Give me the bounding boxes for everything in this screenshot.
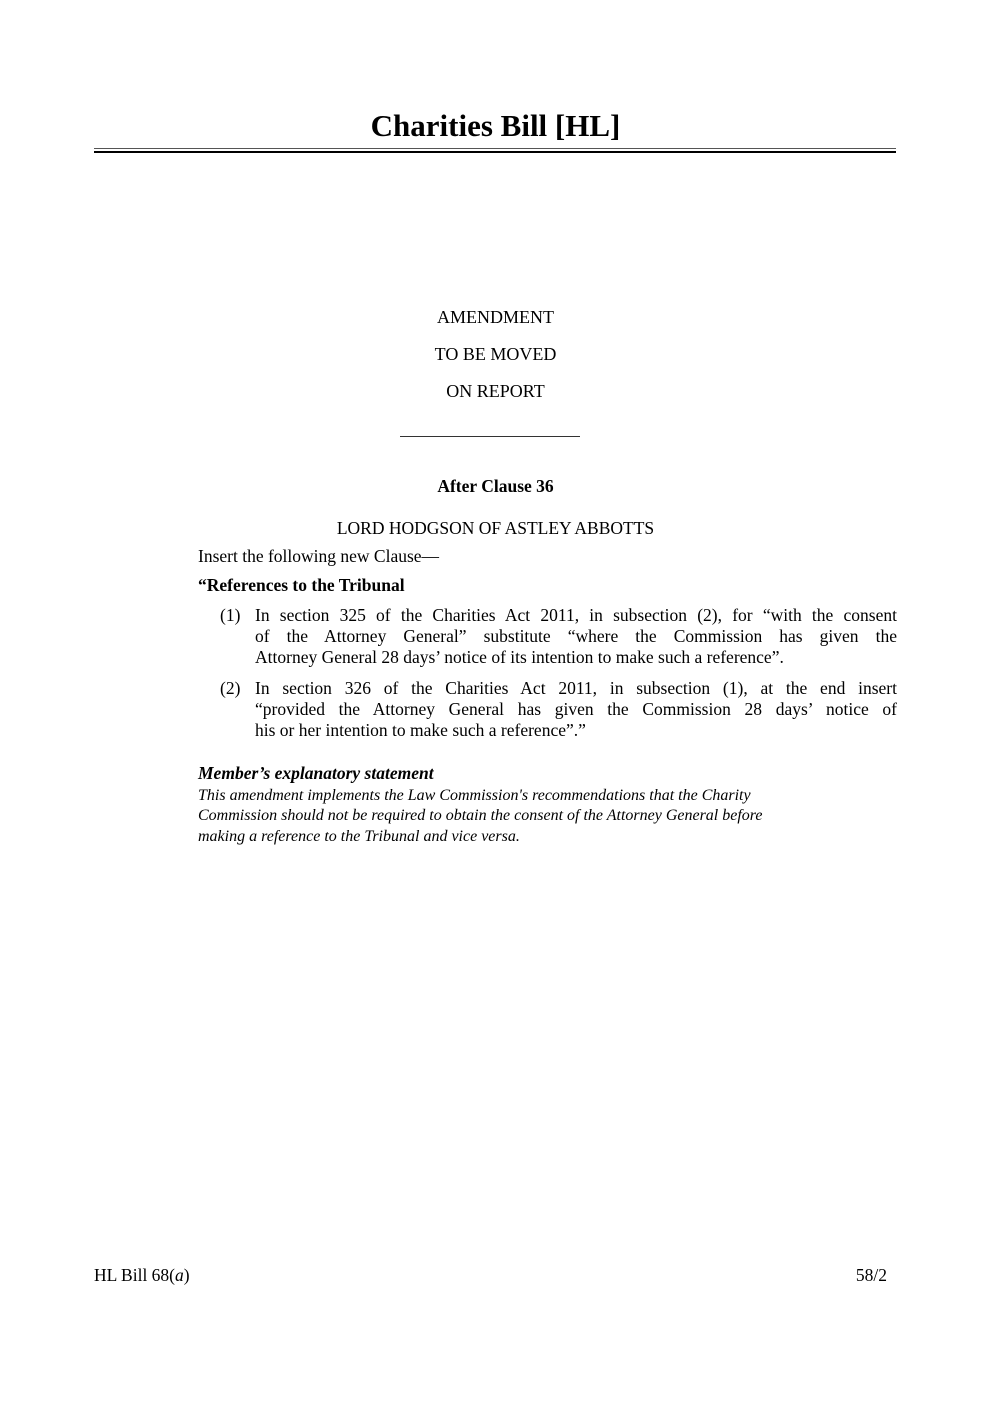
document-title: Charities Bill [HL]	[370, 108, 621, 143]
clause-heading: After Clause 36	[437, 476, 554, 496]
bill-number	[94, 1265, 190, 1286]
mover-name: LORD HODGSON OF ASTLEY ABBOTTS	[336, 518, 655, 538]
subsection-number: (1)	[220, 605, 241, 625]
title-rule-thin	[94, 148, 896, 149]
bill-number-suffix: a	[175, 1265, 184, 1285]
bill-number-prefix: HL Bill 68(	[94, 1265, 176, 1285]
statement-line: making a reference to the Tribunal and vice versa.	[198, 828, 520, 845]
title-rule-thick	[94, 151, 896, 153]
subsection-line: “provided the Attorney General has given the Commission 28 days’ notice of	[255, 699, 897, 719]
amendment-intro: Insert the following new Clause—	[198, 546, 440, 566]
separator-rule	[400, 436, 580, 437]
heading-line-on-report: ON REPORT	[446, 381, 545, 401]
page-reference: 58/2	[855, 1265, 887, 1285]
subsection-line: of the Attorney General” substitute “where the Commission has given the	[255, 626, 897, 646]
subsection-line: In section 325 of the Charities Act 2011, in subsection (2), for “with the consent	[255, 605, 897, 625]
subsection-line: his or her intention to make such a reference”.”	[255, 720, 586, 740]
heading-line-amendment: AMENDMENT	[437, 307, 554, 327]
subsection-line: Attorney General 28 days’ notice of its intention to make such a reference”.	[255, 647, 784, 667]
new-clause-title: “References to the Tribunal	[198, 575, 405, 595]
statement-heading: Member’s explanatory statement	[198, 763, 434, 783]
subsection-number: (2)	[220, 678, 241, 698]
heading-line-to-be-moved: TO BE MOVED	[434, 344, 557, 364]
subsection-line: In section 326 of the Charities Act 2011, in subsection (1), at the end insert	[255, 678, 897, 698]
statement-line: Commission should not be required to obtain the consent of the Attorney General before	[198, 807, 763, 824]
statement-line: This amendment implements the Law Commission's recommendations that the Charity	[198, 787, 751, 804]
bill-number-close: )	[183, 1265, 190, 1285]
